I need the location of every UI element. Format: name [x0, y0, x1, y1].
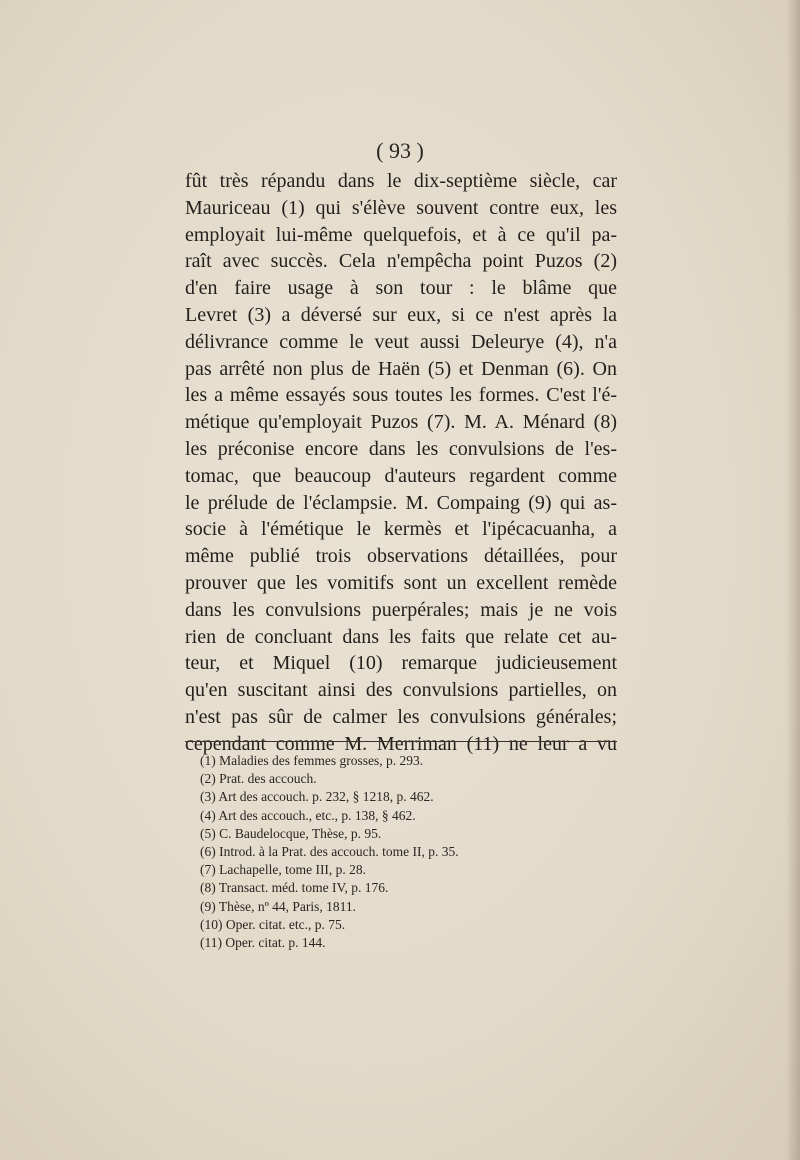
text-line: dans les convulsions puerpérales; mais je ne vois [185, 598, 617, 621]
text-line: raît avec succès. Cela n'empêcha point Puzos (2) [185, 250, 617, 273]
text-line: qu'en suscitant ainsi des convulsions partielles, on [185, 679, 617, 702]
text-line: employait lui-même quelquefois, et à ce qu'il pa- [185, 223, 617, 246]
footnote: (6) Introd. à la Prat. des accouch. tome II, p. 35. [200, 844, 459, 860]
text-line: les préconise encore dans les convulsions de l'es- [185, 437, 617, 460]
footnote: (7) Lachapelle, tome III, p. 28. [200, 862, 367, 878]
text-line: rien de concluant dans les faits que relate cet au- [185, 625, 617, 648]
text-line: les a même essayés sous toutes les formes. C'est l'é- [185, 384, 617, 407]
footnote: (8) Transact. méd. tome IV, p. 176. [200, 880, 389, 896]
text-line: prouver que les vomitifs sont un excellent remède [185, 571, 617, 594]
text-line: métique qu'employait Puzos (7). M. A. Ménard (8) [185, 411, 617, 434]
text-line: fût très répandu dans le dix-septième siècle, car [185, 170, 617, 192]
page-edge-shadow [786, 0, 800, 1160]
footnote: (9) Thèse, nº 44, Paris, 1811. [200, 898, 357, 914]
text-line: cependant comme M. Merriman (11) ne leur a vu [185, 732, 617, 755]
text-line: le prélude de l'éclampsie. M. Compaing (9) qui as- [185, 491, 617, 514]
footnote: (2) Prat. des accouch. [200, 771, 317, 787]
page-number: ( 93 ) [376, 138, 424, 163]
footnote: (10) Oper. citat. etc., p. 75. [200, 916, 346, 932]
text-line: d'en faire usage à son tour : le blâme que [185, 277, 617, 300]
footnote: (11) Oper. citat. p. 144. [200, 935, 326, 951]
text-line: teur, et Miquel (10) remarque judicieusement [185, 652, 617, 675]
footnote: (1) Maladies des femmes grosses, p. 293. [200, 753, 424, 768]
footnote: (5) C. Baudelocque, Thèse, p. 95. [200, 825, 382, 841]
text-line: socie à l'émétique le kermès et l'ipécacuanha, a [185, 518, 617, 541]
text-line: Mauriceau (1) qui s'élève souvent contre eux, les [185, 196, 617, 219]
text-line: même publié trois observations détaillées, pour [185, 545, 617, 568]
text-line: pas arrêté non plus de Haën (5) et Denman (6). On [185, 357, 617, 380]
footnotes [200, 752, 600, 952]
footnote: (3) Art des accouch. p. 232, § 1218, p. 462. [200, 789, 434, 805]
body-text [185, 168, 617, 758]
text-line: tomac, que beaucoup d'auteurs regardent comme [185, 464, 617, 487]
footnote-divider [185, 741, 617, 742]
text-line: n'est pas sûr de calmer les convulsions générales; [185, 705, 617, 728]
text-line: Levret (3) a déversé sur eux, si ce n'est après la [185, 303, 617, 326]
footnote: (4) Art des accouch., etc., p. 138, § 462. [200, 807, 416, 823]
text-line: délivrance comme le veut aussi Deleurye (4), n'a [185, 330, 617, 353]
